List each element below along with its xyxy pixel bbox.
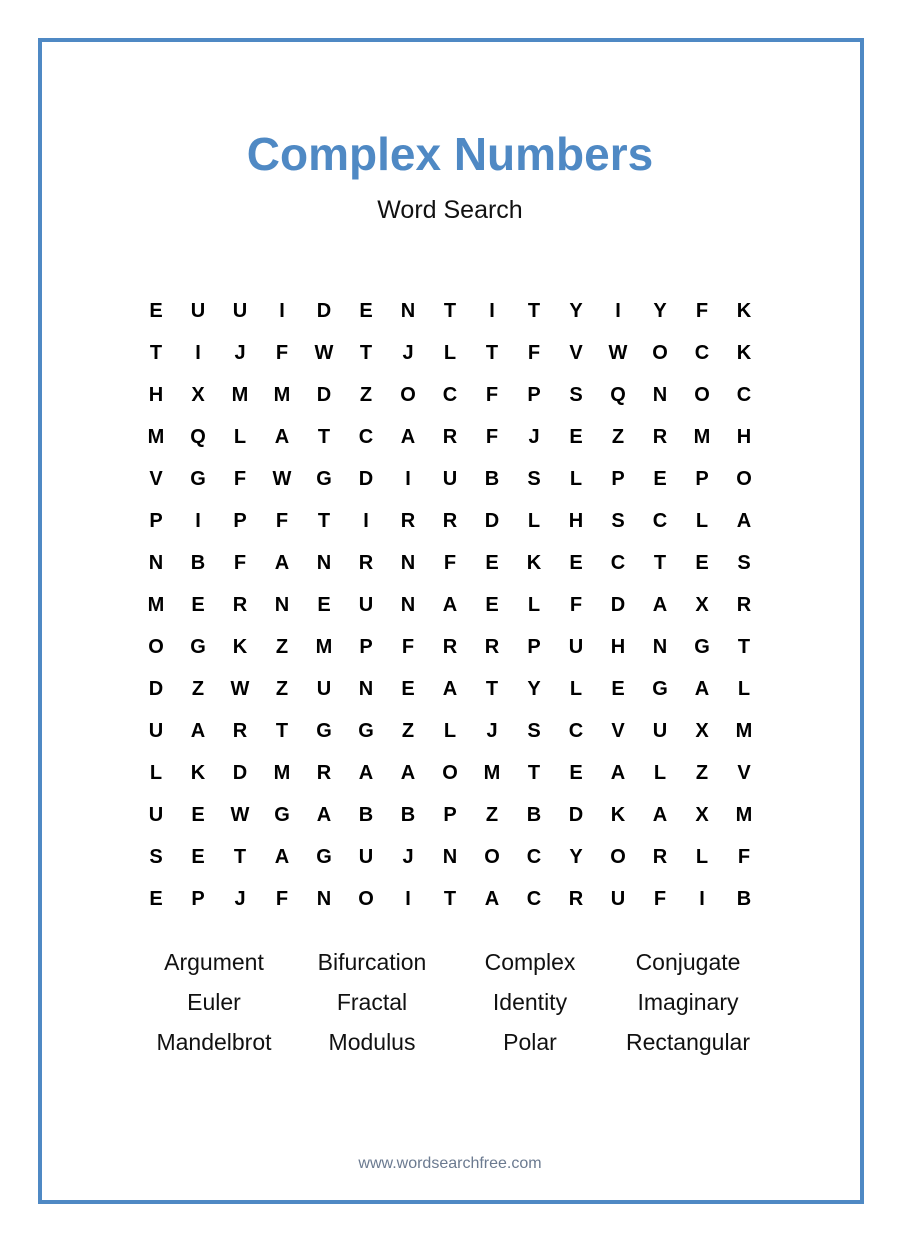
grid-letter[interactable]: O [400,384,416,406]
grid-letter[interactable]: B [484,468,500,490]
grid-letter[interactable]: Z [275,678,289,700]
grid-letter[interactable]: R [400,510,416,532]
grid-letter[interactable]: M [483,762,501,784]
grid-letter[interactable]: F [233,552,247,574]
grid-letter[interactable]: M [147,426,165,448]
grid-letter[interactable]: D [610,594,626,616]
grid-letter[interactable]: Z [359,384,373,406]
grid-letter[interactable]: G [358,720,374,742]
grid-letter[interactable]: F [401,636,415,658]
grid-letter[interactable]: M [735,720,753,742]
grid-letter[interactable]: E [569,762,583,784]
grid-letter[interactable]: C [694,342,710,364]
grid-letter[interactable]: F [527,342,541,364]
grid-letter[interactable]: W [230,804,250,826]
grid-letter[interactable]: F [737,846,751,868]
grid-letter[interactable]: A [652,804,668,826]
grid-letter[interactable]: M [147,594,165,616]
page-title: Complex Numbers [246,128,654,180]
grid-letter[interactable]: Z [275,636,289,658]
grid-letter[interactable]: K [232,636,248,658]
grid-letter[interactable]: B [400,804,416,826]
grid-letter[interactable]: J [234,342,246,364]
grid-letter[interactable]: R [652,846,668,868]
grid-letter[interactable]: L [695,846,709,868]
grid-letter[interactable]: A [274,426,290,448]
grid-letter[interactable]: B [190,552,206,574]
grid-letter[interactable]: R [484,636,500,658]
grid-letter[interactable]: B [736,888,752,910]
grid-letter[interactable]: T [317,426,331,448]
footer-url[interactable]: www.wordsearchfree.com [358,1155,542,1172]
grid-letter[interactable]: K [190,762,206,784]
grid-letter[interactable]: U [148,804,164,826]
grid-letter[interactable]: N [274,594,290,616]
grid-letter[interactable]: H [568,510,584,532]
grid-letter[interactable]: V [611,720,625,742]
grid-letter[interactable]: A [316,804,332,826]
grid-letter[interactable]: Y [653,300,667,322]
grid-letter[interactable]: U [148,720,164,742]
grid-letter[interactable]: A [484,888,500,910]
grid-letter[interactable]: U [652,720,668,742]
grid-letter[interactable]: G [652,678,668,700]
grid-letter[interactable]: M [315,636,333,658]
grid-letter[interactable]: A [190,720,206,742]
grid-letter[interactable]: C [736,384,752,406]
grid-letter[interactable]: S [149,846,163,868]
grid-letter[interactable]: O [652,342,668,364]
grid-letter[interactable]: T [485,342,499,364]
grid-letter[interactable]: R [232,720,248,742]
grid-letter[interactable]: T [737,636,751,658]
grid-letter[interactable]: B [526,804,542,826]
grid-letter[interactable]: D [358,468,374,490]
grid-letter[interactable]: X [695,804,709,826]
word-list-item: Conjugate [635,949,741,975]
grid-letter[interactable]: I [405,468,411,490]
grid-letter[interactable]: T [485,678,499,700]
grid-letter[interactable]: U [358,594,374,616]
grid-letter[interactable]: C [358,426,374,448]
grid-letter[interactable]: E [695,552,709,574]
grid-letter[interactable]: D [232,762,248,784]
grid-letter[interactable]: T [653,552,667,574]
grid-letter[interactable]: G [316,468,332,490]
grid-letter[interactable]: A [736,510,752,532]
grid-letter[interactable]: C [568,720,584,742]
grid-letter[interactable]: P [191,888,205,910]
grid-letter[interactable]: S [527,468,541,490]
word-list-item: Complex [484,949,576,975]
grid-letter[interactable]: U [358,846,374,868]
grid-letter[interactable]: U [316,678,332,700]
word-list-item: Identity [492,989,568,1015]
grid-letter[interactable]: E [359,300,373,322]
grid-letter[interactable]: P [527,384,541,406]
grid-letter[interactable]: O [442,762,458,784]
grid-letter[interactable]: O [610,846,626,868]
grid-letter[interactable]: N [400,594,416,616]
grid-letter[interactable]: E [569,426,583,448]
grid-letter[interactable]: L [233,426,247,448]
grid-letter[interactable]: Z [611,426,625,448]
grid-letter[interactable]: F [485,426,499,448]
grid-letter[interactable]: E [191,846,205,868]
grid-letter[interactable]: C [526,846,542,868]
grid-letter[interactable]: Y [527,678,541,700]
grid-letter[interactable]: I [279,300,285,322]
grid-letter[interactable]: I [195,342,201,364]
page-subtitle: Word Search [377,196,523,224]
grid-letter[interactable]: T [359,342,373,364]
grid-letter[interactable]: I [363,510,369,532]
word-list-item: Fractal [336,989,408,1015]
word-list-item: Rectangular [625,1029,751,1055]
word-list-item: Polar [503,1029,557,1055]
grid-letter[interactable]: S [611,510,625,532]
grid-letter[interactable]: G [190,636,206,658]
grid-letter[interactable]: N [400,552,416,574]
grid-letter[interactable]: F [485,384,499,406]
grid-letter[interactable]: N [652,384,668,406]
grid-letter[interactable]: P [233,510,247,532]
grid-letter[interactable]: W [608,342,628,364]
grid-letter[interactable]: H [148,384,164,406]
grid-letter[interactable]: U [190,300,206,322]
grid-letter[interactable]: E [611,678,625,700]
grid-letter[interactable]: O [148,636,164,658]
grid-letter[interactable]: H [610,636,626,658]
grid-letter[interactable]: Z [401,720,415,742]
grid-letter[interactable]: D [484,510,500,532]
grid-letter[interactable]: P [359,636,373,658]
word-list-item: Imaginary [637,989,739,1015]
grid-letter[interactable]: F [233,468,247,490]
grid-letter[interactable]: M [735,804,753,826]
grid-letter[interactable]: F [569,594,583,616]
grid-letter[interactable]: N [652,636,668,658]
grid-letter[interactable]: G [274,804,290,826]
grid-letter[interactable]: C [610,552,626,574]
grid-letter[interactable]: K [610,804,626,826]
grid-letter[interactable]: O [358,888,374,910]
grid-letter[interactable]: N [316,888,332,910]
grid-letter[interactable]: X [695,594,709,616]
grid-letter[interactable]: N [148,552,164,574]
grid-letter[interactable]: O [484,846,500,868]
grid-letter[interactable]: A [652,594,668,616]
grid-letter[interactable]: L [653,762,667,784]
grid-letter[interactable]: Z [191,678,205,700]
grid-letter[interactable]: P [149,510,163,532]
grid-letter[interactable]: I [489,300,495,322]
grid-letter[interactable]: F [275,510,289,532]
grid-letter[interactable]: L [737,678,751,700]
grid-letter[interactable]: I [699,888,705,910]
grid-letter[interactable]: K [736,342,752,364]
grid-letter[interactable]: M [273,762,291,784]
grid-letter[interactable]: E [149,888,163,910]
grid-letter[interactable]: L [527,594,541,616]
grid-letter[interactable]: A [274,846,290,868]
grid-letter[interactable]: G [190,468,206,490]
grid-letter[interactable]: N [358,678,374,700]
grid-letter[interactable]: I [405,888,411,910]
grid-letter[interactable]: R [316,762,332,784]
grid-letter[interactable]: U [442,468,458,490]
grid-letter[interactable]: A [400,426,416,448]
grid-letter[interactable]: T [149,342,163,364]
grid-letter[interactable]: L [443,720,457,742]
grid-letter[interactable]: F [443,552,457,574]
grid-letter[interactable]: O [736,468,752,490]
letter-grid [135,290,765,920]
grid-letter[interactable]: K [736,300,752,322]
grid-letter[interactable]: A [610,762,626,784]
grid-letter[interactable]: I [615,300,621,322]
grid-letter[interactable]: P [611,468,625,490]
grid-letter[interactable]: A [358,762,374,784]
grid-letter[interactable]: A [274,552,290,574]
grid-letter[interactable]: N [442,846,458,868]
grid-letter[interactable]: G [316,846,332,868]
grid-letter[interactable]: C [652,510,668,532]
grid-letter[interactable]: W [272,468,292,490]
grid-letter[interactable]: H [736,426,752,448]
grid-letter[interactable]: Z [485,804,499,826]
grid-letter[interactable]: R [232,594,248,616]
grid-letter[interactable]: E [401,678,415,700]
grid-letter[interactable]: N [316,552,332,574]
grid-letter[interactable]: T [233,846,247,868]
grid-letter[interactable]: U [610,888,626,910]
grid-letter[interactable]: W [314,342,334,364]
grid-letter[interactable]: I [195,510,201,532]
grid-letter[interactable]: M [693,426,711,448]
grid-letter[interactable]: P [527,636,541,658]
grid-letter[interactable]: T [443,888,457,910]
grid-letter[interactable]: F [275,342,289,364]
grid-letter[interactable]: U [232,300,248,322]
grid-letter[interactable]: P [695,468,709,490]
grid-letter[interactable]: E [191,594,205,616]
grid-letter[interactable]: L [569,678,583,700]
grid-letter[interactable]: J [402,342,414,364]
grid-letter[interactable]: U [568,636,584,658]
grid-letter[interactable]: L [443,342,457,364]
grid-letter[interactable]: R [568,888,584,910]
grid-letter[interactable]: Y [569,300,583,322]
grid-letter[interactable]: S [527,720,541,742]
grid-letter[interactable]: T [317,510,331,532]
grid-letter[interactable]: L [695,510,709,532]
grid-letter[interactable]: S [737,552,751,574]
grid-letter[interactable]: E [569,552,583,574]
grid-letter[interactable]: L [527,510,541,532]
grid-letter[interactable]: W [230,678,250,700]
grid-letter[interactable]: J [486,720,498,742]
grid-letter[interactable]: E [191,804,205,826]
grid-letter[interactable]: C [442,384,458,406]
grid-letter[interactable]: O [694,384,710,406]
grid-letter[interactable]: R [442,636,458,658]
grid-letter[interactable]: R [442,510,458,532]
grid-letter[interactable]: Q [610,384,626,406]
grid-letter[interactable]: M [273,384,291,406]
grid-letter[interactable]: S [569,384,583,406]
grid-letter[interactable]: E [317,594,331,616]
grid-letter[interactable]: D [316,384,332,406]
grid-letter[interactable]: M [231,384,249,406]
grid-letter[interactable]: X [695,720,709,742]
word-list-item: Bifurcation [317,949,427,975]
grid-letter[interactable]: C [526,888,542,910]
grid-letter[interactable]: T [527,300,541,322]
grid-letter[interactable]: R [358,552,374,574]
grid-letter[interactable]: K [526,552,542,574]
grid-letter[interactable]: D [316,300,332,322]
grid-letter[interactable]: G [316,720,332,742]
grid-letter[interactable]: A [400,762,416,784]
grid-letter[interactable]: E [149,300,163,322]
grid-letter[interactable]: E [485,594,499,616]
grid-letter[interactable]: N [400,300,416,322]
grid-letter[interactable]: D [148,678,164,700]
grid-letter[interactable]: F [275,888,289,910]
grid-letter[interactable]: R [652,426,668,448]
word-list-item: Argument [164,949,264,975]
grid-letter[interactable]: G [694,636,710,658]
grid-letter[interactable]: V [149,468,163,490]
grid-letter[interactable]: T [527,762,541,784]
word-list-item: Euler [187,989,241,1015]
grid-letter[interactable]: R [442,426,458,448]
grid-letter[interactable]: A [442,594,458,616]
grid-letter[interactable]: F [653,888,667,910]
grid-letter[interactable]: J [234,888,246,910]
grid-letter[interactable]: A [694,678,710,700]
grid-letter[interactable]: E [485,552,499,574]
grid-letter[interactable]: T [275,720,289,742]
grid-letter[interactable]: J [402,846,414,868]
grid-letter[interactable]: T [443,300,457,322]
grid-letter[interactable]: F [695,300,709,322]
grid-letter[interactable]: Y [569,846,583,868]
grid-letter[interactable]: Q [190,426,206,448]
word-list-item: Mandelbrot [156,1029,272,1055]
grid-letter[interactable]: E [653,468,667,490]
word-list-item: Modulus [328,1029,416,1055]
grid-letter[interactable]: L [569,468,583,490]
grid-letter[interactable]: Z [695,762,709,784]
grid-letter[interactable]: X [191,384,205,406]
grid-letter[interactable]: R [736,594,752,616]
grid-letter[interactable]: J [528,426,540,448]
grid-letter[interactable]: B [358,804,374,826]
grid-letter[interactable]: V [737,762,751,784]
grid-letter[interactable]: A [442,678,458,700]
grid-letter[interactable]: P [443,804,457,826]
grid-letter[interactable]: D [568,804,584,826]
grid-letter[interactable]: L [149,762,163,784]
grid-letter[interactable]: V [569,342,583,364]
